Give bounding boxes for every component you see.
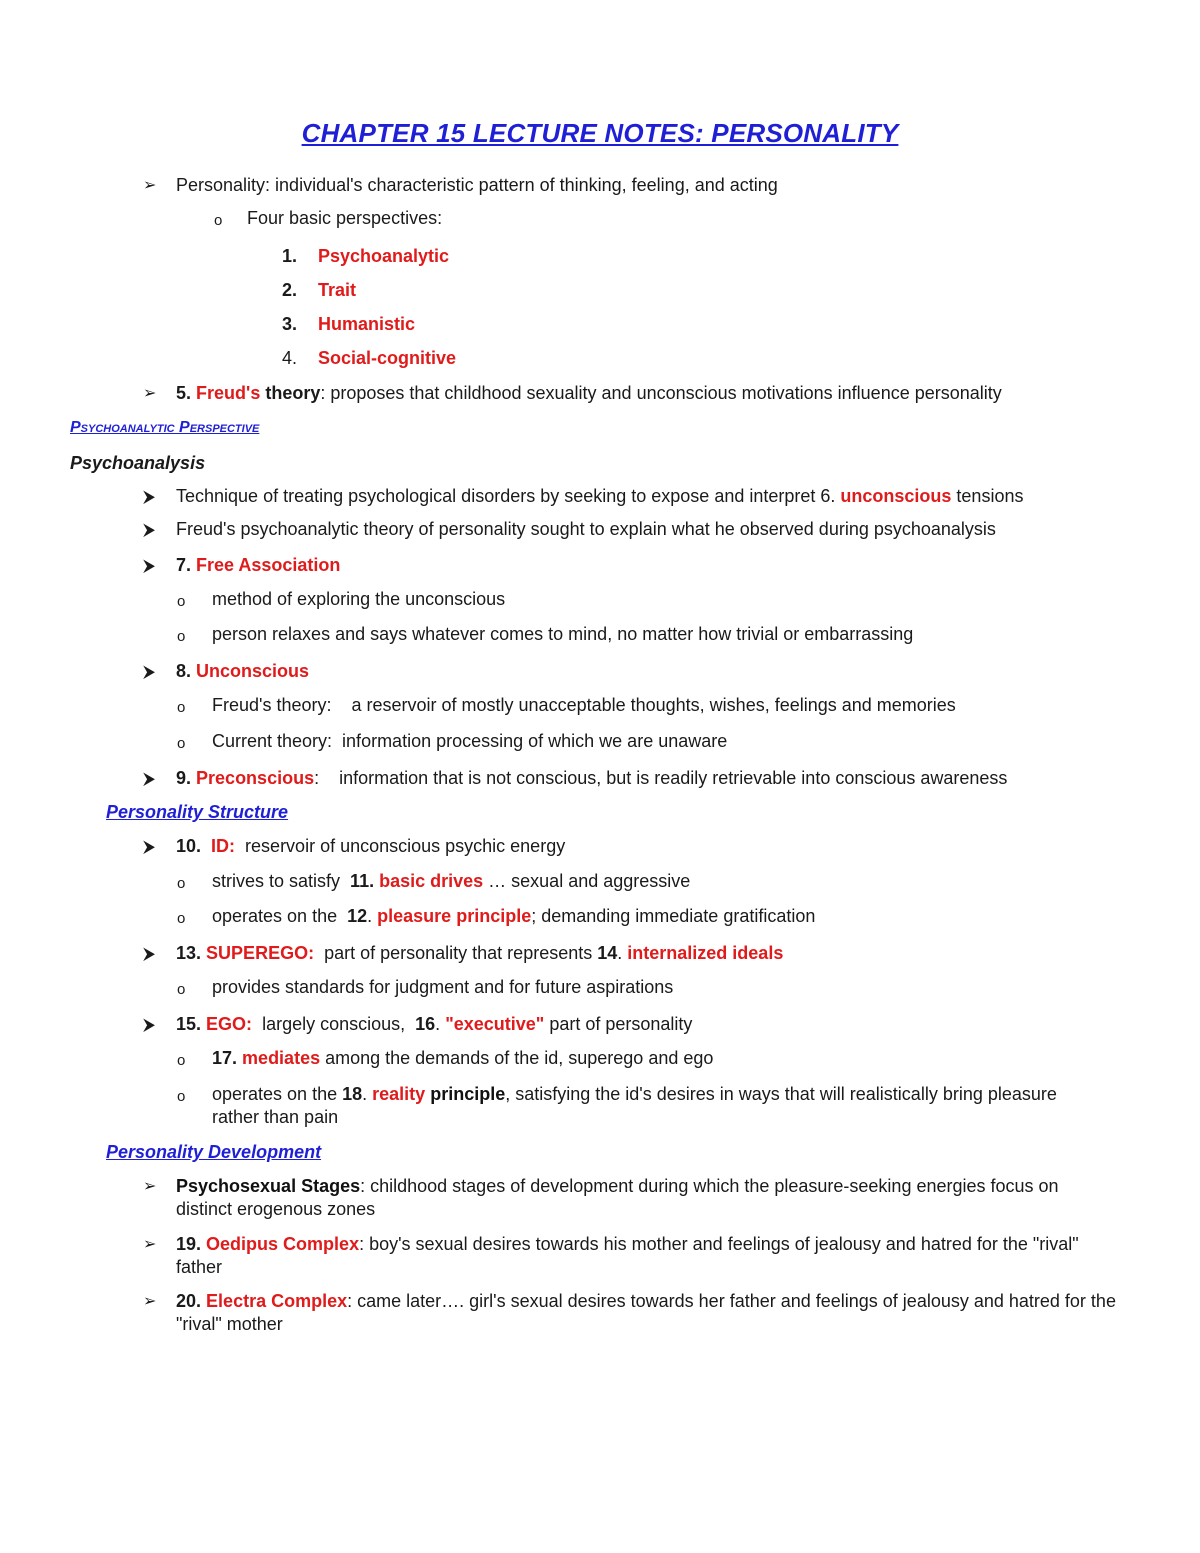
list-sub-item: operates on the 18. reality principle, satisfying the id's desires in ways that will realistically bring pleasure rather than pain <box>212 1084 1057 1127</box>
arrow-bullet-icon: ⮞ <box>143 837 156 856</box>
perspective-item: 1. <box>282 246 298 266</box>
list-item: Technique of treating psychological disorders by seeking to expose and interpret 6. unconscious tensions <box>176 486 1024 506</box>
list-sub-item: Current theory: information processing of which we are unaware <box>212 731 728 751</box>
perspective-label: Social-cognitive <box>318 348 457 368</box>
section-heading-structure: Personality Structure <box>106 802 289 822</box>
sub-bullet-icon: o <box>177 981 186 998</box>
list-sub-item: 17. mediates among the demands of the id, superego and ego <box>212 1048 714 1068</box>
sub-bullet-icon: o <box>177 593 186 610</box>
list-sub-item: operates on the 12. pleasure principle; demanding immediate gratification <box>212 906 816 926</box>
list-sub-item: person relaxes and says whatever comes to mind, no matter how trivial or embarrassing <box>212 624 914 644</box>
list-sub-item: provides standards for judgment and for future aspirations <box>212 977 674 997</box>
arrow-bullet-icon: ➢ <box>143 1178 157 1195</box>
arrow-bullet-icon: ⮞ <box>143 944 156 963</box>
sub-bullet-icon: o <box>177 699 186 716</box>
perspective-item: 2. <box>282 280 298 300</box>
section-heading-development: Personality Development <box>106 1142 322 1162</box>
perspective-label: Psychoanalytic <box>318 246 450 266</box>
freud-theory-item: 5. Freud's theory: proposes that childhood sexuality and unconscious motivations influence personality <box>176 383 1002 403</box>
arrow-bullet-icon: ➢ <box>143 385 157 402</box>
list-sub-item: strives to satisfy 11. basic drives … sexual and aggressive <box>212 871 691 891</box>
list-sub-item: method of exploring the unconscious <box>212 589 506 609</box>
psychosexual-item: Psychosexual Stages: childhood stages of development during which the pleasure-seeking energies focus on distinct erogenous zones <box>176 1176 1059 1219</box>
oedipus-item: 19. Oedipus Complex: boy's sexual desires towards his mother and feelings of jealousy and hatred for the "rival" father <box>176 1234 1079 1277</box>
sub-bullet-icon: o <box>177 875 186 892</box>
sub-bullet-icon: o <box>177 735 186 752</box>
arrow-bullet-icon: ⮞ <box>143 520 156 539</box>
sub-bullet-icon: o <box>177 628 186 645</box>
perspectives-intro: Four basic perspectives: <box>247 208 443 228</box>
arrow-bullet-icon: ⮞ <box>143 556 156 575</box>
subheading-psychoanalysis: Psychoanalysis <box>70 453 206 473</box>
arrow-bullet-icon: ⮞ <box>143 1015 156 1034</box>
sub-bullet-icon: o <box>177 1088 186 1105</box>
arrow-bullet-icon: ➢ <box>143 1236 157 1253</box>
arrow-bullet-icon: ➢ <box>143 1293 157 1310</box>
list-item: Freud's psychoanalytic theory of personality sought to explain what he observed during psychoanalysis <box>176 519 996 539</box>
unconscious-item: 8. Unconscious <box>176 661 310 681</box>
perspective-item: 3. <box>282 314 298 334</box>
free-association-item: 7. Free Association <box>176 555 341 575</box>
sub-bullet-icon: o <box>177 1052 186 1069</box>
perspective-label: Humanistic <box>318 314 416 334</box>
arrow-bullet-icon: ➢ <box>143 177 157 194</box>
arrow-bullet-icon: ⮞ <box>143 769 156 788</box>
perspective-label: Trait <box>318 280 357 300</box>
page-title: CHAPTER 15 LECTURE NOTES: PERSONALITY <box>301 118 899 148</box>
sub-bullet-icon: o <box>214 212 223 229</box>
perspective-item: 4. <box>282 348 298 368</box>
sub-bullet-icon: o <box>177 910 186 927</box>
personality-definition: Personality: individual's characteristic pattern of thinking, feeling, and acting <box>176 175 778 195</box>
arrow-bullet-icon: ⮞ <box>143 662 156 681</box>
list-sub-item: Freud's theory: a reservoir of mostly unacceptable thoughts, wishes, feelings and memories <box>212 695 956 715</box>
id-item: 10. ID: reservoir of unconscious psychic energy <box>176 836 566 856</box>
superego-item: 13. SUPEREGO: part of personality that represents 14. internalized ideals <box>176 943 784 963</box>
electra-item: 20. Electra Complex: came later…. girl's sexual desires towards her father and feelings of jealousy and hatred for the "rival" mother <box>176 1291 1116 1334</box>
arrow-bullet-icon: ⮞ <box>143 487 156 506</box>
preconscious-item: 9. Preconscious: information that is not conscious, but is readily retrievable into conscious awareness <box>176 768 1008 788</box>
section-heading-psychoanalytic: Psychoanalytic Perspective <box>70 419 260 436</box>
ego-item: 15. EGO: largely conscious, 16. "executive" part of personality <box>176 1014 693 1034</box>
